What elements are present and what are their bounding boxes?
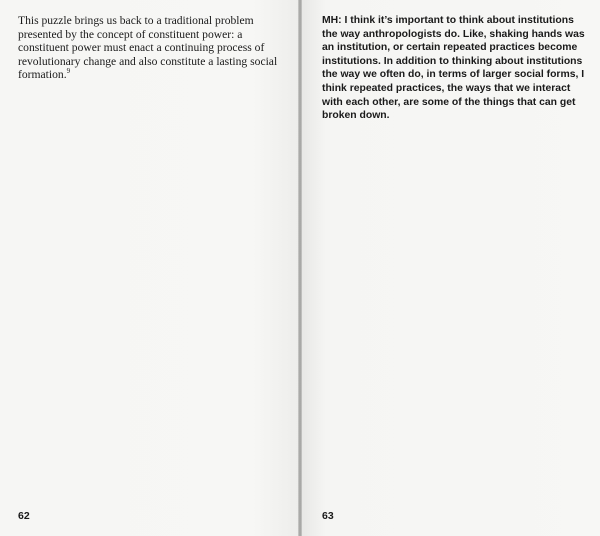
left-page xyxy=(0,0,298,536)
left-page-number: 62 xyxy=(18,510,30,522)
footnote-reference: 9 xyxy=(66,67,71,76)
left-page-body: This puzzle brings us back to a traditional problem presented by the concept of constituent power: a constituent power must enact a continuing process of revolutionary change and also constitute a lasting social formation. xyxy=(18,14,278,82)
right-page-number: 63 xyxy=(322,510,334,522)
right-page-paragraph: MH: I think it’s important to think about institutions the way anthropologists do. Like, shaking hands was an institution, or certain repeated practices become institutions. In addition to thinking about institutions the way we often do, in terms of larger social forms, I think repeated practices, the ways that we interact with each other, are some of the things that can get broken down. xyxy=(322,15,585,122)
left-page-paragraph xyxy=(18,14,290,82)
right-page xyxy=(302,0,600,536)
